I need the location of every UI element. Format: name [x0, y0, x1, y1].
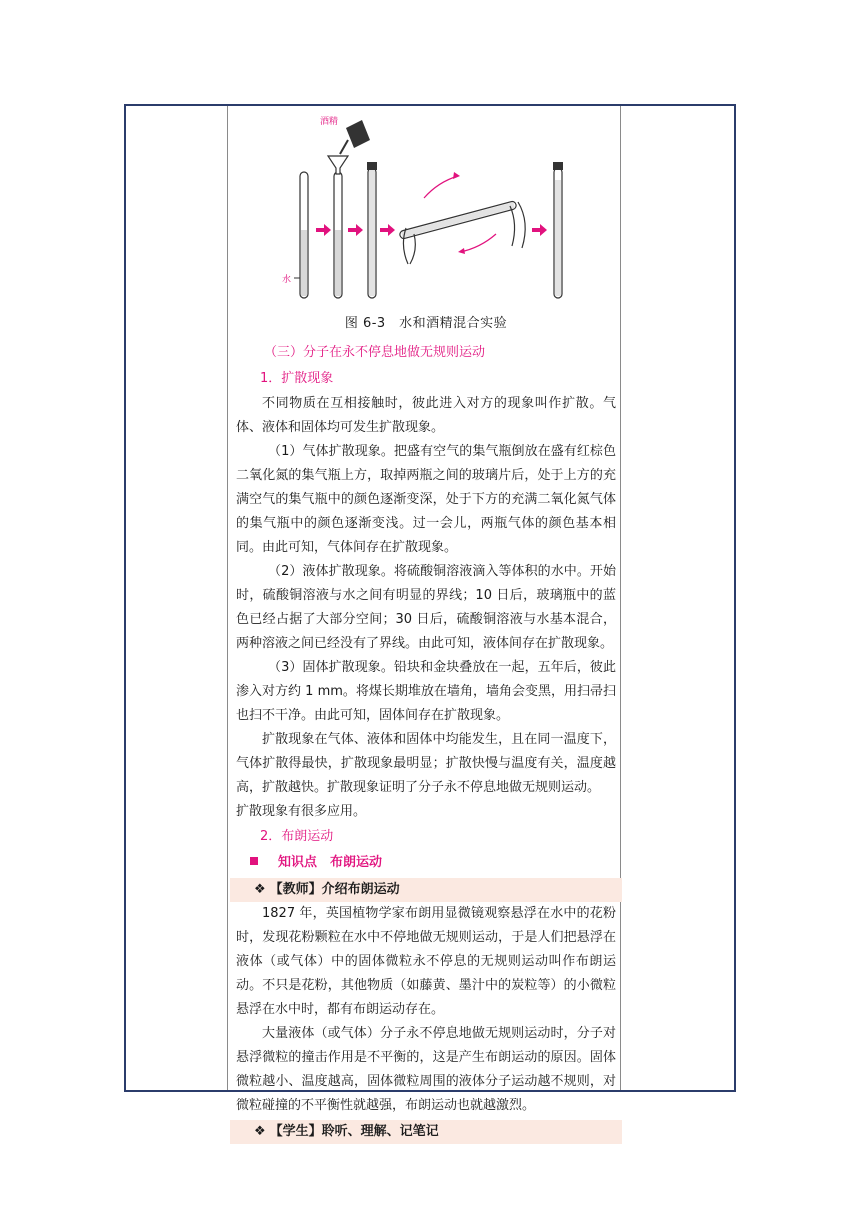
teacher-bar-label: 【教师】介绍布朗运动 [269, 882, 400, 897]
knowledge-point [236, 850, 616, 876]
water-alcohol-figure [228, 110, 622, 306]
water-label: 水 [282, 275, 292, 285]
right-column [620, 106, 734, 1090]
teacher-bar [230, 878, 622, 902]
student-bar [230, 1120, 622, 1144]
paragraph-diffusion-applications: 扩散现象有很多应用。 [236, 804, 367, 819]
paragraph-brownian-cause: 大量液体（或气体）分子永不停息地做无规则运动时，分子对悬浮微粒的撞击作用是不平衡的，这是产生布朗运动的原因。固体微粒越小、温度越高，固体微粒周围的液体分子运动越不规则，对微粒碰撞的不平衡性就越强，布朗运动也就越激烈。 [236, 1026, 616, 1113]
student-bar-label: 【学生】聆听、理解、记笔记 [269, 1124, 439, 1139]
paragraph-diffusion-summary: 扩散现象在气体、液体和固体中均能发生，且在同一温度下，气体扩散得最快，扩散现象最明显；扩散快慢与温度有关，温度越高，扩散越快。扩散现象证明了分子永不停息地做无规则运动。 [236, 732, 616, 795]
figure-caption: 图 6-3 水和酒精混合实验 [344, 316, 508, 331]
diamond-icon: ❖ [254, 882, 266, 897]
paragraph-brownian-history: 1827 年，英国植物学家布朗用显微镜观察悬浮在水中的花粉时，发现花粉颗粒在水中不停地做无规则运动，于是人们把悬浮在液体（或气体）中的固体微粒永不停息的无规则运动叫作布朗运动。不只是花粉，其他物质（如藤黄、墨汁中的炭粒等）的小微粒悬浮在水中时，都有布朗运动存在。 [236, 906, 616, 1017]
diamond-icon: ❖ [254, 1124, 266, 1139]
subheading-diffusion: 1．扩散现象 [260, 371, 334, 386]
subheading-brownian: 2．布朗运动 [260, 829, 334, 844]
content-body [236, 308, 616, 1144]
paragraph-diffusion-def: 不同物质在互相接触时，彼此进入对方的现象叫作扩散。气体、液体和固体均可发生扩散现象。 [236, 396, 616, 435]
knowledge-point-label: 知识点 布朗运动 [278, 855, 383, 870]
paragraph-gas-diffusion: （1）气体扩散现象。把盛有空气的集气瓶倒放在盛有红棕色二氧化氮的集气瓶上方，取掉两瓶之间的玻璃片后，处于上方的充满空气的集气瓶中的颜色逐渐变深，处于下方的充满二氧化氮气体的集气瓶中的颜色逐渐变浅。过一会儿，两瓶气体的颜色基本相同。由此可知，气体间存在扩散现象。 [236, 444, 616, 555]
alcohol-label: 酒精 [320, 117, 339, 127]
square-bullet-icon [250, 857, 258, 865]
section-heading: （三）分子在永不停息地做无规则运动 [264, 345, 486, 360]
lesson-table [124, 104, 736, 1139]
left-column [126, 106, 228, 1090]
main-column [228, 106, 622, 1139]
paragraph-solid-diffusion: （3）固体扩散现象。铅块和金块叠放在一起，五年后，彼此渗入对方约 1 mm。将煤长期堆放在墙角，墙角会变黑，用扫帚扫也扫不干净。由此可知，固体间存在扩散现象。 [236, 660, 616, 723]
paragraph-liquid-diffusion: （2）液体扩散现象。将硫酸铜溶液滴入等体积的水中。开始时，硫酸铜溶液与水之间有明显的界线；10 日后，玻璃瓶中的蓝色已经占据了大部分空间；30 日后，硫酸铜溶液与水基本混合，两种溶液之间已经没有了界线。由此可知，液体间存在扩散现象。 [236, 564, 616, 651]
